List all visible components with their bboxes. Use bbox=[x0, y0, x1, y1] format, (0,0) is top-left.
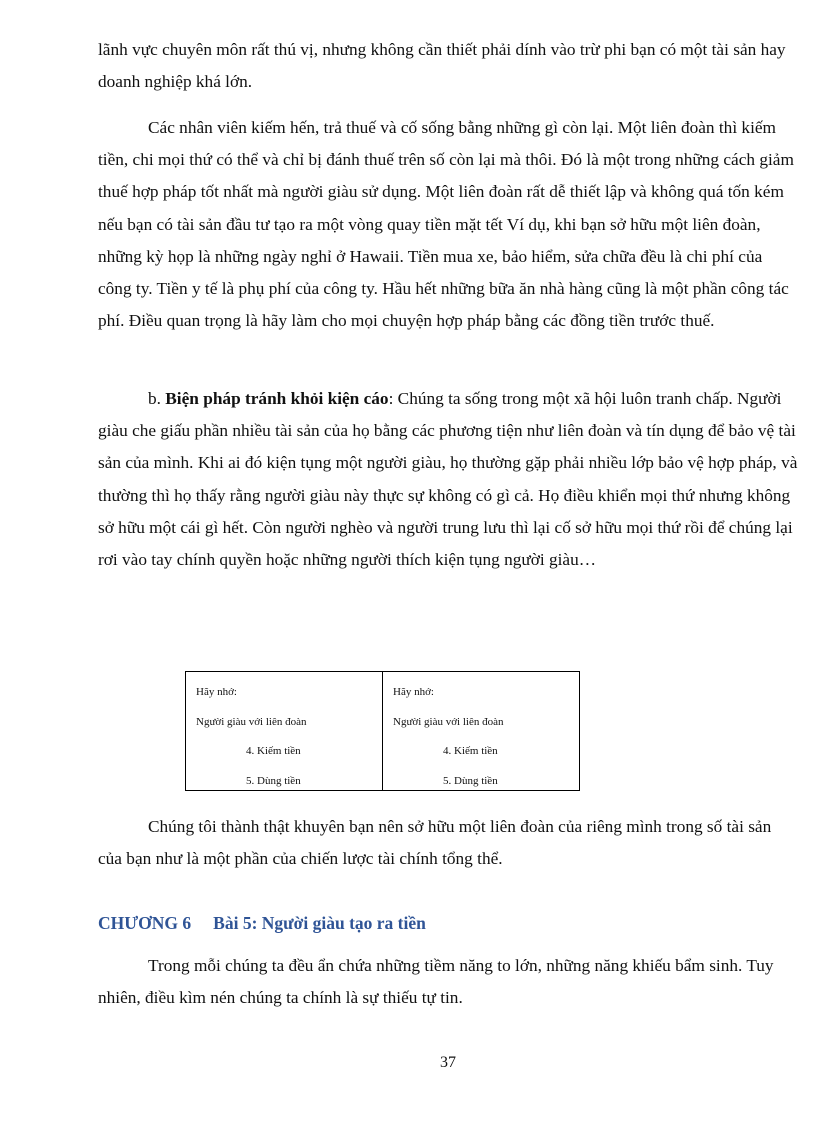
chapter-label: CHƯƠNG 6 bbox=[98, 913, 192, 933]
reminder-item: 4. Kiếm tiền bbox=[443, 745, 498, 757]
reminder-item: 5. Dùng tiền bbox=[443, 774, 498, 787]
reminder-title: Hãy nhớ: bbox=[196, 686, 237, 698]
reminder-column-left bbox=[186, 672, 382, 790]
reminder-box bbox=[185, 671, 580, 791]
page-number: 37 bbox=[440, 1054, 456, 1071]
paragraph-potential: Trong mỗi chúng ta đều ẩn chứa những tiềm năng to lớn, những năng khiếu bẩm sinh. Tuy nhiên, điều kìm nén chúng ta chính là sự thiếu tự tin. bbox=[98, 956, 774, 1008]
reminder-subtitle: Người giàu với liên đoàn bbox=[196, 715, 307, 728]
paragraph-text: : Chúng ta sống trong một xã hội luôn tranh chấp. Người giàu che giấu phần nhiều tài sản của họ bằng các phương tiện như liên đoàn và tín dụng để bảo vệ tài sản của mình. Khi ai đó kiện tụng một người giàu, họ thường gặp phải nhiều lớp bảo vệ hợp pháp, và thường thì họ thấy rằng người giàu này thực sự không có gì cả. Họ điều khiển mọi thứ nhưng không sở hữu một cái gì hết. Còn người nghèo và người trung lưu thì lại cố sở hữu mọi thứ rồi để chúng lại rơi vào tay chính quyền hoặc những người thích kiện tụng người giàu… bbox=[98, 389, 798, 570]
chapter-title: Bài 5: Người giàu tạo ra tiền bbox=[213, 913, 426, 933]
reminder-title: Hãy nhớ: bbox=[393, 686, 434, 698]
bold-term: Biện pháp tránh khỏi kiện cáo bbox=[165, 389, 389, 408]
paragraph-corporation-taxes: Các nhân viên kiếm hến, trả thuế và cố sống bằng những gì còn lại. Một liên đoàn thì kiếm tiền, chi mọi thứ có thể và chỉ bị đánh thuế trên số còn lại mà thôi. Đó là một trong những cách giảm thuế hợp pháp tốt nhất mà người giàu sử dụng. Một liên đoàn rất dễ thiết lập và không quá tốn kém nếu bạn có tài sản đầu tư tạo ra một vòng quay tiền mặt tết Ví dụ, khi bạn sở hữu một liên đoàn, những kỳ họp là những ngày nghỉ ở Hawaii. Tiền mua xe, bảo hiểm, sửa chữa đều là chi phí của công ty. Tiền y tế là phụ phí của công ty. Hầu hết những bữa ăn nhà hàng cũng là một phần công tác phí. Điều quan trọng là hãy làm cho mọi chuyện hợp pháp bằng các đồng tiền trước thuế. bbox=[98, 118, 794, 331]
reminder-item: 4. Kiếm tiền bbox=[246, 745, 301, 757]
reminder-column-right bbox=[382, 672, 579, 790]
paragraph-lawsuit-protection bbox=[98, 383, 798, 576]
reminder-item: 5. Dùng tiền bbox=[246, 774, 301, 787]
paragraph-intro: lãnh vực chuyên môn rất thú vị, nhưng không cần thiết phải dính vào trừ phi bạn có một tài sản hay doanh nghiệp khá lớn. bbox=[98, 40, 786, 92]
chapter-heading bbox=[98, 913, 426, 934]
list-marker: b. bbox=[148, 389, 166, 408]
paragraph-advice: Chúng tôi thành thật khuyên bạn nên sở hữu một liên đoàn của riêng mình trong số tài sản của bạn như là một phần của chiến lược tài chính tổng thể. bbox=[98, 817, 772, 869]
reminder-subtitle: Người giàu với liên đoàn bbox=[393, 715, 504, 728]
